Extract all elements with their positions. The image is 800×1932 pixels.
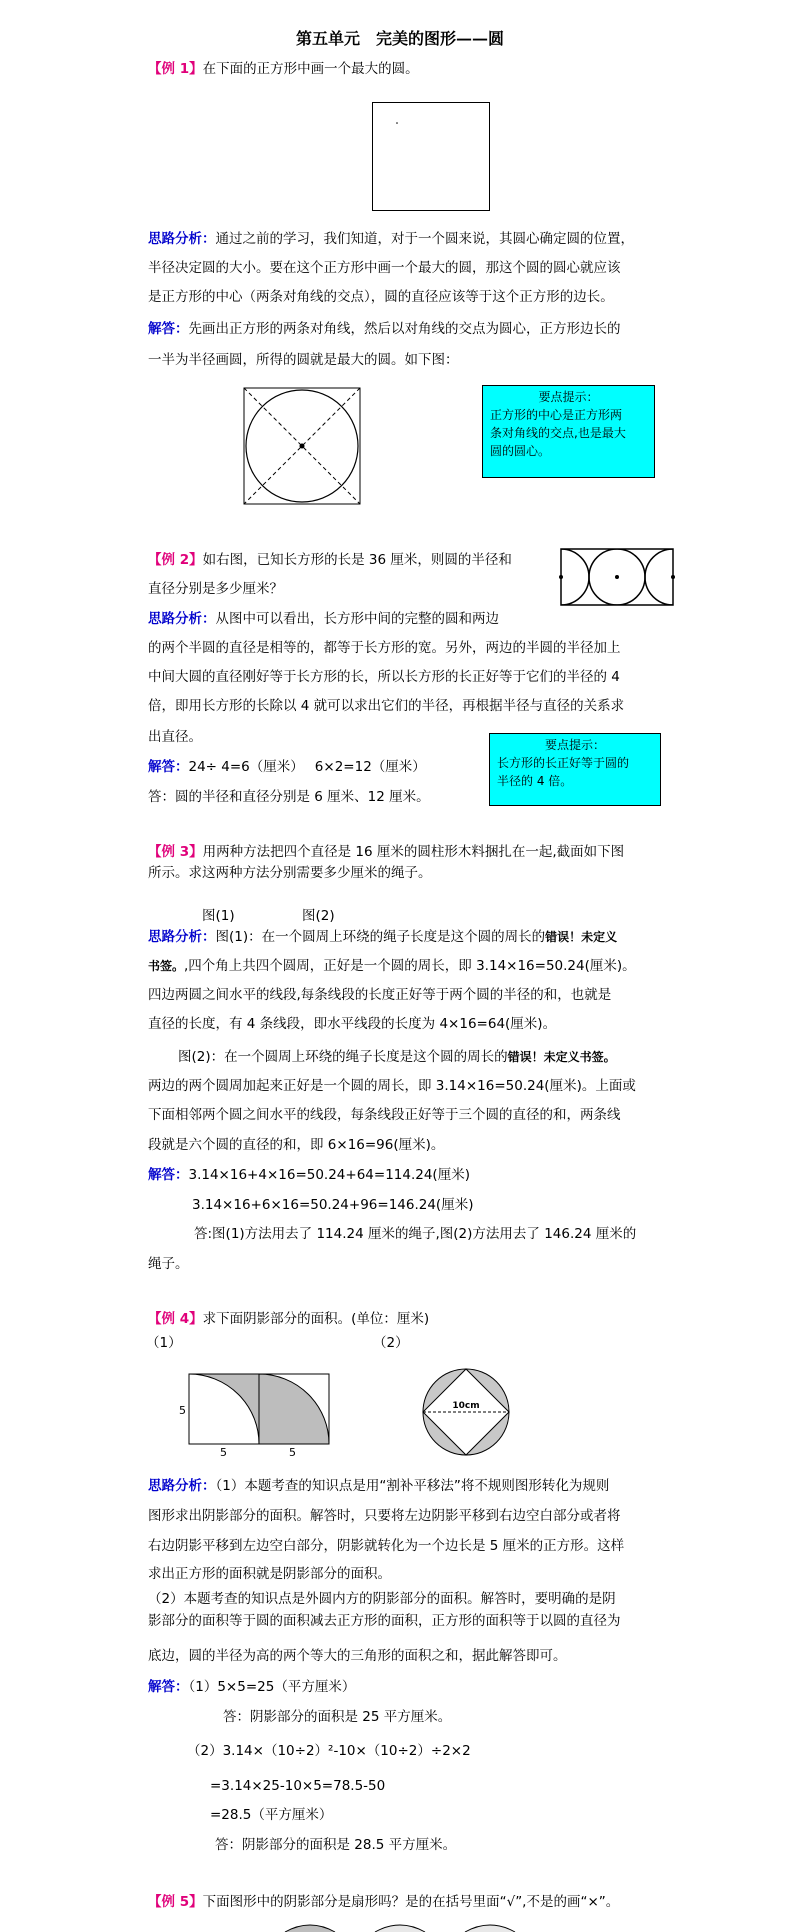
ex1-question: 在下面的正方形中画一个最大的圆。 — [202, 61, 419, 77]
ex4-label-2: （2） — [373, 1335, 409, 1351]
ex1-answer-line-2: 一半为半径画圆，所得的圆就是最大的圆。如下图： — [148, 352, 459, 368]
ex4-final-2: 答：阴影部分的面积是 28.5 平方厘米。 — [215, 1837, 457, 1853]
ex4-shaded-quarter-circles-figure — [176, 1372, 336, 1459]
ex4-circle-with-square-figure — [420, 1366, 512, 1458]
ex1-analysis-text: 通过之前的学习，我们知道，对于一个圆来说，其圆心确定圆的位置， — [215, 231, 634, 247]
ex2-analysis-line-1 — [148, 610, 678, 629]
ex1-question-line — [148, 60, 678, 79]
ex2-analysis-line-4: 倍，即用长方形的长除以 4 就可以求出它们的半径，再根据半径与直径的关系求 — [148, 698, 625, 714]
ex3-analysis-fig1: 图(1)：在一个圆周上环绕的绳子长度是这个圆的周长的 — [215, 929, 546, 945]
ex4-final-1: 答：阴影部分的面积是 25 平方厘米。 — [223, 1709, 452, 1725]
ex4-analysis2-line-1: （2）本题考查的知识点是外圆内方的阴影部分的面积。解答时，要明确的是阴 — [148, 1591, 616, 1607]
ex1-circle-in-square-figure — [242, 386, 364, 506]
ex3-analysis-fig2: 图(2)：在一个圆周上环绕的绳子长度是这个圆的周长的 — [178, 1049, 508, 1065]
ex2-tip-box — [489, 733, 661, 806]
ex1-analysis-label: 思路分析： — [148, 231, 216, 247]
ex2-tip-title: 要点提示： — [544, 738, 605, 752]
ex3-bookmark-error-1b: 书签。 — [148, 959, 185, 973]
ex3-bookmark-error-1: 错误！未定义 — [545, 930, 618, 944]
ex2-analysis-text: 从图中可以看出，长方形中间的完整的圆和两边 — [215, 611, 499, 627]
ex1-answer-label: 解答： — [148, 321, 189, 337]
ex4-fig1-bottom-label-1: 5 — [220, 1446, 227, 1459]
ex1-tip-line: 条对角线的交点,也是最大 — [490, 426, 626, 440]
ex4-fig1-bottom-label-2: 5 — [289, 1446, 296, 1459]
ex2-final-answer: 答：圆的半径和直径分别是 6 厘米、12 厘米。 — [148, 789, 430, 805]
ex4-analysis-line-2: 图形求出阴影部分的面积。解答时，只要将左边阴影平移到右边空白部分或者将 — [148, 1508, 621, 1524]
ex3-analysis-line-1 — [148, 928, 678, 947]
ex3-analysis-line-2 — [148, 957, 678, 976]
ex2-rectangle-circles-figure — [558, 546, 678, 612]
ex4-analysis-line-3: 右边阴影平移到左边空白部分，阴影就转化为一个边长是 5 厘米的正方形。这样 — [148, 1538, 625, 1554]
ex3-bookmark-error-2: 错误！未定义书签。 — [507, 1050, 616, 1064]
ex4-label-1: （1） — [146, 1335, 182, 1351]
ex3-analysis-line-8: 段就是六个圆的直径的和，即 6×16=96(厘米)。 — [148, 1137, 445, 1153]
ex1-answer-text: 先画出正方形的两条对角线，然后以对角线的交点为圆心，正方形边长的 — [188, 321, 621, 337]
ex5-question: 下面图形中的阴影部分是扇形吗？是的在括号里面“√”,不是的画“×”。 — [202, 1894, 620, 1910]
ex1-tip-box — [482, 385, 655, 478]
ex2-question-line-2: 直径分别是多少厘米？ — [148, 581, 283, 597]
ex2-analysis-line-5: 出直径。 — [148, 729, 202, 745]
ex4-fig2-diameter-label: 10cm — [452, 1401, 480, 1411]
ex3-tag: 【例 3】 — [148, 844, 203, 860]
ex4-analysis-line-4: 求出正方形的面积就是阴影部分的面积。 — [148, 1566, 391, 1582]
ex2-analysis-line-3: 中间大圆的直径刚好等于长方形的长，所以长方形的长正好等于它们的半径的 4 — [148, 669, 620, 685]
ex4-analysis-label: 思路分析： — [148, 1478, 216, 1494]
ex1-square-figure — [372, 102, 492, 212]
ex4-answer-label: 解答： — [148, 1679, 189, 1695]
ex5-question-line — [148, 1893, 678, 1912]
ex3-final-line-1: 答:图(1)方法用去了 114.24 厘米的绳子,图(2)方法用去了 146.24 厘米的 — [194, 1226, 637, 1242]
ex3-figure-1-label: 图(1) — [202, 908, 235, 924]
ex3-figure-2-label: 图(2) — [302, 908, 335, 924]
ex3-analysis-fig1-cont: ,四个角上共四个圆周，正好是一个圆的周长，即 3.14×16=50.24(厘米)。 — [184, 958, 636, 974]
ex4-fig1-side-label: 5 — [179, 1404, 186, 1417]
ex4-analysis2-line-3: 底边，圆的半径为高的两个等大的三角形的面积之和，据此解答即可。 — [148, 1648, 567, 1664]
page-title: 第五单元 完美的图形——圆 — [295, 29, 504, 48]
ex4-question-line — [148, 1310, 678, 1329]
ex1-tip-line: 正方形的中心是正方形两 — [490, 408, 623, 422]
ex1-answer-line-1 — [148, 320, 678, 339]
ex4-analysis2-line-2: 影部分的面积等于圆的面积减去正方形的面积，正方形的面积等于以圆的直径为 — [148, 1613, 621, 1629]
ex3-final-line-2: 绳子。 — [148, 1256, 189, 1272]
ex3-answer-line-2: 3.14×16+6×16=50.24+96=146.24(厘米) — [192, 1197, 474, 1213]
ex5-sector-figures-partial — [280, 1922, 540, 1932]
ex3-question-line-1 — [148, 843, 678, 862]
ex4-analysis-text: （1）本题考查的知识点是用“割补平移法”将不规则图形转化为规则 — [215, 1478, 610, 1494]
ex3-analysis-line-6: 两边的两个圆周加起来正好是一个圆的周长，即 3.14×16=50.24(厘米)。上面或 — [148, 1078, 636, 1094]
ex3-answer-line-1 — [148, 1166, 678, 1185]
ex2-tag: 【例 2】 — [148, 552, 203, 568]
ex3-answer-text: 3.14×16+4×16=50.24+64=114.24(厘米) — [188, 1167, 470, 1183]
ex1-analysis-line-2: 半径决定圆的大小。要在这个正方形中画一个最大的圆，那这个圆的圆心就应该 — [148, 260, 621, 276]
ex2-question: 如右图，已知长方形的长是 36 厘米，则圆的半径和 — [202, 552, 512, 568]
ex4-answer-line-4: =28.5（平方厘米） — [210, 1807, 333, 1823]
ex2-tip-line: 半径的 4 倍。 — [497, 774, 573, 788]
ex2-analysis-line-2: 的两个半圆的直径是相等的，都等于长方形的宽。另外，两边的半圆的半径加上 — [148, 640, 621, 656]
ex4-answer-line-1 — [148, 1678, 678, 1697]
ex3-analysis-line-3: 四边两圆之间水平的线段,每条线段的长度正好等于两个圆的半径的和，也就是 — [148, 987, 612, 1003]
ex3-analysis-line-7: 下面相邻两个圆之间水平的线段，每条线段正好等于三个圆的直径的和，两条线 — [148, 1107, 621, 1123]
ex3-analysis-label: 思路分析： — [148, 929, 216, 945]
ex1-analysis-line-3: 是正方形的中心（两条对角线的交点），圆的直径应该等于这个正方形的边长。 — [148, 289, 614, 305]
ex5-tag: 【例 5】 — [148, 1894, 203, 1910]
ex4-answer-text: （1）5×5=25（平方厘米） — [188, 1679, 356, 1695]
ex3-analysis-fig2-line — [178, 1048, 708, 1067]
ex2-answer-text: 24÷ 4=6（厘米） 6×2=12（厘米） — [188, 759, 426, 775]
ex4-answer-line-2: （2）3.14×（10÷2）²-10×（10÷2）÷2×2 — [187, 1743, 471, 1759]
ex3-answer-label: 解答： — [148, 1167, 189, 1183]
ex4-tag: 【例 4】 — [148, 1311, 203, 1327]
ex4-answer-line-3: =3.14×25-10×5=78.5-50 — [210, 1778, 386, 1794]
ex3-analysis-line-4: 直径的长度，有 4 条线段，即水平线段的长度为 4×16=64(厘米)。 — [148, 1016, 557, 1032]
ex3-question-line-2: 所示。求这两种方法分别需要多少厘米的绳子。 — [148, 865, 432, 881]
ex2-tip-line: 长方形的长正好等于圆的 — [497, 756, 630, 770]
ex1-tag: 【例 1】 — [148, 61, 203, 77]
ex4-analysis-line-1 — [148, 1477, 678, 1496]
ex3-question: 用两种方法把四个直径是 16 厘米的圆柱形木料捆扎在一起,截面如下图 — [202, 844, 625, 860]
ex1-analysis-line-1 — [148, 230, 678, 249]
ex1-tip-line: 圆的圆心。 — [490, 444, 551, 458]
ex1-tip-title: 要点提示： — [538, 390, 599, 404]
ex2-answer-label: 解答： — [148, 759, 189, 775]
ex4-question: 求下面阴影部分的面积。(单位：厘米) — [202, 1311, 430, 1327]
ex2-analysis-label: 思路分析： — [148, 611, 216, 627]
